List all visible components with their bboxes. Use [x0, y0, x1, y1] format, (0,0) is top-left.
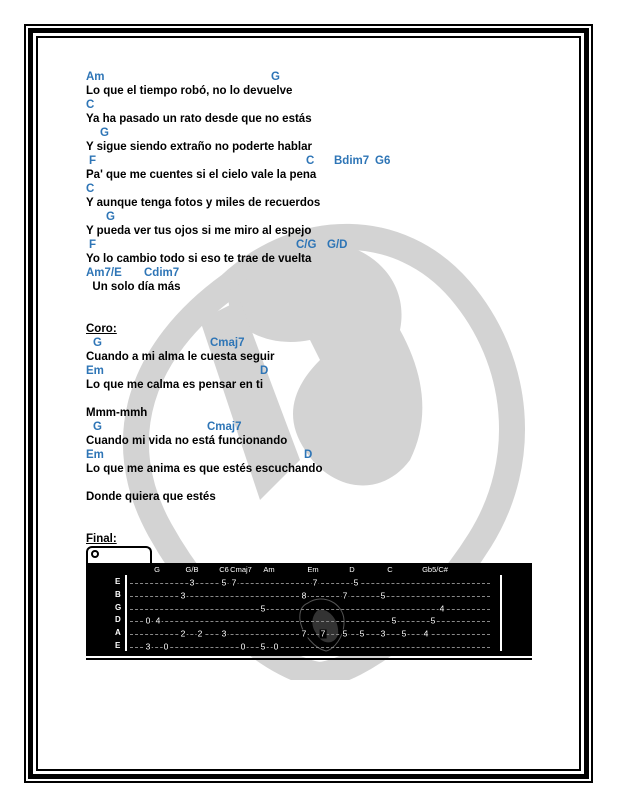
chord: D	[304, 449, 313, 461]
chord-line	[86, 182, 536, 196]
fingerstyle-badge	[86, 546, 152, 563]
lyric-line: Y pueda ver tus ojos si me miro al espejo	[86, 225, 312, 237]
chord: C/G	[296, 239, 317, 251]
chord: G	[93, 337, 102, 349]
chord: D	[260, 365, 269, 377]
tab-end-bar	[500, 575, 502, 651]
tab-staff	[86, 563, 532, 656]
final-heading	[86, 532, 536, 546]
tab-fret-number: 3	[380, 628, 386, 639]
final-title: Final:	[86, 533, 117, 545]
tab-string-line	[130, 583, 490, 584]
string-label: E	[115, 577, 121, 586]
chord-line	[86, 238, 536, 252]
chord: G	[100, 127, 109, 139]
lyric-line: Y sigue siendo extraño no poderte hablar	[86, 141, 313, 153]
tab-fret-number: 5	[342, 628, 348, 639]
tab-string-line	[130, 647, 490, 648]
lyric-line: Lo que me anima es que estés escuchando	[86, 463, 323, 475]
lyric-line: Pa' que me cuentes si el cielo vale la pena	[86, 169, 317, 181]
chord-line	[86, 154, 536, 168]
tab-start-bar	[125, 575, 127, 651]
tab-fret-number: 2	[197, 628, 203, 639]
tab-fret-number: 0	[145, 615, 151, 626]
string-label: B	[115, 589, 121, 599]
spacer	[86, 476, 536, 490]
tab-fret-number: 8	[301, 590, 307, 601]
chord: Am7/E	[86, 267, 122, 279]
lyric-line: Lo que me calma es pensar en ti	[86, 379, 264, 391]
tab-fret-number: 7	[231, 577, 237, 588]
chord-line	[86, 448, 536, 462]
tab-fret-number: 0	[163, 641, 169, 652]
chord: G	[271, 71, 280, 83]
chord-line	[86, 98, 536, 112]
lyric-line: Yo lo cambio todo si eso te trae de vuelta	[86, 253, 312, 265]
chord: Em	[86, 365, 104, 377]
chord: G/D	[327, 239, 348, 251]
chord: Cmaj7	[210, 337, 245, 349]
tab-fret-number: 7	[342, 590, 348, 601]
tab-fret-number: 5	[353, 577, 359, 588]
tab-chord-label: C	[387, 565, 393, 574]
chord: Cdim7	[144, 267, 180, 279]
lyric-line: Donde quiera que estés	[86, 491, 216, 503]
tab-fret-number: 5	[221, 577, 227, 588]
chord: Em	[86, 449, 104, 461]
tab-fret-number: 3	[145, 641, 151, 652]
tab-fret-number: 5	[380, 590, 386, 601]
song-sheet	[86, 70, 536, 546]
chord-line	[86, 210, 536, 224]
tab-chord-label: G/B	[185, 565, 199, 574]
pick-logo-icon	[298, 595, 346, 653]
lyric-line: Cuando mi vida no está funcionando	[86, 435, 288, 447]
chord-line	[86, 364, 536, 378]
lyric-line: Ya ha pasado un rato desde que no estás	[86, 113, 312, 125]
chord-line	[86, 420, 536, 434]
tab-fret-number: 5	[391, 615, 397, 626]
tab-fret-number: 0	[240, 641, 246, 652]
tab-fret-number: 5	[260, 641, 266, 652]
chord: G6	[375, 155, 391, 167]
chord-line	[86, 70, 536, 84]
tab-fret-number: 7	[312, 577, 318, 588]
string-label: A	[115, 628, 121, 638]
chord: Am	[86, 71, 105, 83]
tab-fret-number: 5	[260, 603, 266, 614]
string-label: G	[115, 602, 122, 612]
tab-chord-label: G	[154, 565, 160, 574]
chord: Bdim7	[334, 155, 370, 167]
tab-fret-number: 3	[221, 628, 227, 639]
lyric-line: Lo que el tiempo robó, no lo devuelve	[86, 85, 293, 97]
tab-chord-label: Em	[307, 565, 319, 574]
chord: G	[106, 211, 115, 223]
chord-line	[86, 126, 536, 140]
chorus-heading	[86, 322, 536, 336]
chord: Cmaj7	[207, 421, 242, 433]
tab-fret-number: 4	[423, 628, 429, 639]
chord-line	[86, 266, 536, 280]
tab-bottom-rule	[86, 658, 532, 660]
tab-fret-number: 7	[301, 628, 307, 639]
chorus-title: Coro:	[86, 323, 117, 335]
tab-fret-number: 4	[439, 603, 445, 614]
tab-fret-number: 3	[180, 590, 186, 601]
tab-chord-label: D	[349, 565, 355, 574]
fingerstyle-tab	[86, 546, 532, 662]
lyric-line: Y aunque tenga fotos y miles de recuerdos	[86, 197, 321, 209]
tab-fret-number: 5	[359, 628, 365, 639]
tab-fret-number: 5	[401, 628, 407, 639]
tab-fret-number: 0	[273, 641, 279, 652]
chord: G	[93, 421, 102, 433]
tab-chord-label: C6	[219, 565, 229, 574]
tab-chord-label: Am	[263, 565, 275, 574]
tab-fret-number: 5	[430, 615, 436, 626]
chord: C	[86, 183, 95, 195]
tab-chord-label: Gb5/C#	[422, 565, 448, 574]
chord: C	[306, 155, 315, 167]
chord-line	[86, 336, 536, 350]
tab-chord-label: Cmaj7	[230, 565, 252, 574]
tab-fret-number: 3	[189, 577, 195, 588]
tab-fret-number: 7	[320, 628, 326, 639]
string-label: D	[115, 615, 121, 625]
lyric-line: Mmm-mmh	[86, 407, 148, 419]
string-label: E	[115, 641, 121, 650]
chord: F	[89, 239, 97, 251]
tab-string-line	[130, 609, 490, 610]
lyric-line: Un solo día más	[86, 281, 181, 293]
tab-fret-number: 2	[180, 628, 186, 639]
spacer	[86, 392, 536, 406]
lyric-line: Cuando a mi alma le cuesta seguir	[86, 351, 275, 363]
tab-fret-number: 4	[155, 615, 161, 626]
chord: F	[89, 155, 97, 167]
fingerstyle-logo-icon	[91, 550, 99, 558]
chord: C	[86, 99, 95, 111]
